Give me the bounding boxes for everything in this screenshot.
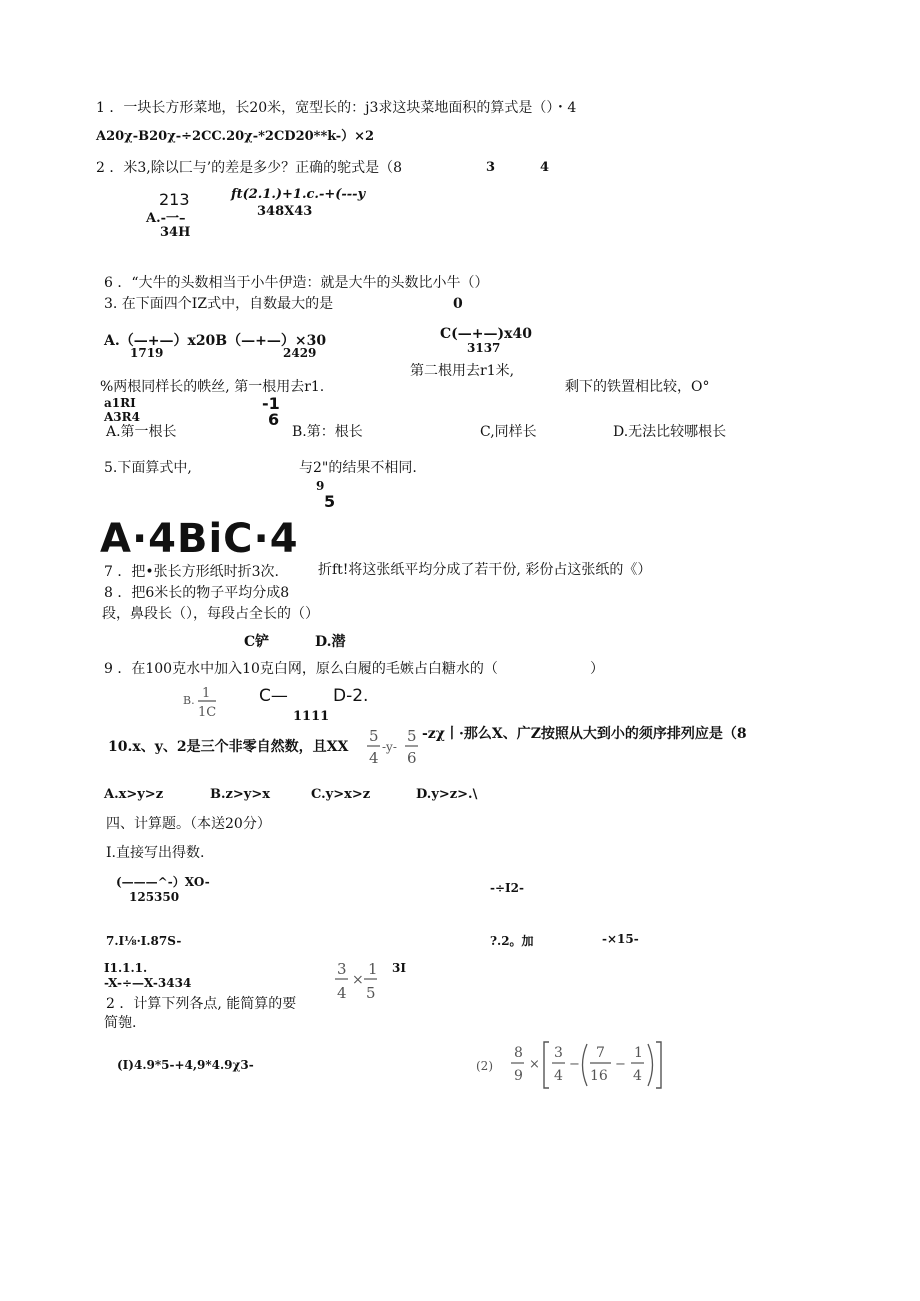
q4-fraction-mid-top: -1 — [262, 394, 280, 413]
calc-7-operator: × — [352, 972, 364, 988]
calc-7-b-numerator: 1 — [368, 960, 378, 978]
calc-1-top: (———^-）XO- — [116, 875, 210, 889]
calc-6-bottom: -X-÷—X-3434 — [104, 976, 192, 990]
q7-stem-left: 7 ．把•张长方形纸时折3次. — [104, 564, 279, 580]
q3-options-ab: A.（—+—）x20B（—+—）×30 — [104, 333, 327, 349]
expression-2-b-numerator: 3 — [554, 1045, 563, 1061]
q9-option-d: D-2. — [333, 686, 369, 706]
calc-7-a-numerator: 3 — [337, 960, 347, 978]
calc-7-tail: 3I — [392, 961, 406, 975]
q5-stem-right: 与2"的结果不相同. — [299, 460, 417, 476]
q4-fraction-left-top: a1RI — [104, 396, 136, 410]
q2-number-3: 3 — [486, 160, 496, 175]
q9-option-b-fraction — [182, 684, 224, 720]
q10-fraction-middle: -y- — [382, 740, 397, 754]
q7-stem-right: 折ft!将这张纸平均分成了若干份, 彩份占这张纸的《） — [318, 562, 652, 578]
q6-stem: 6 ．“大牛的头数相当于小牛伊造：就是大牛的头数比小牛（） — [104, 275, 489, 291]
expression-2-right-bracket — [656, 1042, 661, 1088]
q4-stem-right: 剩下的铁置相比较，O° — [565, 379, 710, 395]
q9-option-b-label: B. — [183, 694, 195, 707]
expression-2-right-paren — [648, 1044, 653, 1086]
calc-5: -×15- — [602, 932, 639, 946]
q2-clipped-text — [160, 225, 200, 240]
q4-fraction-mid-bottom: 6 — [268, 410, 280, 429]
q1-stem: 1 ．一块长方形菜地，长20米，宽型长的：j3求这块菜地面积的算式是（）・4 — [96, 100, 577, 116]
q4-option-c: C,同样长 — [480, 424, 537, 440]
q10-option-d: D.y>z>.\ — [416, 787, 478, 802]
calc-1-bottom: 125350 — [129, 890, 180, 904]
q2-fraction-213: 213 — [159, 190, 190, 209]
q5-fraction-bottom: 5 — [324, 492, 336, 511]
q2-expression-348: 348X43 — [257, 204, 313, 219]
expression-1: (I)4.9*5-+4,9*4.9χ3- — [117, 1058, 254, 1072]
expression-2-times: × — [529, 1057, 540, 1072]
q2-fragment-34h: 34H — [160, 225, 191, 240]
q9-denominators: 1111 — [293, 709, 330, 724]
q10-option-c: C.y>x>z — [311, 787, 371, 802]
calc-4: ?.2。加 — [490, 934, 534, 948]
q10-fraction-2-denominator: 6 — [407, 749, 417, 767]
q10-stem-left: 10.x、y、2是三个非零自然数，且XX — [108, 739, 349, 755]
expression-2-a-denominator: 9 — [514, 1068, 523, 1084]
q10-stem-right: -zχ丨·那么X、广Z按照从大到小的须序排列应是（8 — [422, 726, 747, 742]
section4-subheading-2-line-1: 2 ．计算下列各点, 能简算的要 — [106, 996, 297, 1012]
q10-option-a: A.x>y>z — [104, 787, 164, 802]
q4-option-b: B.第：根长 — [292, 424, 363, 440]
expression-2-left-bracket — [544, 1042, 549, 1088]
q3-denominator-a: 1719 — [130, 346, 164, 360]
q2-stem: 2 ．米3,除以匚与’的差是多少？正确的鸵式是（8 — [96, 160, 403, 176]
q3-answer-paren: 0 — [453, 296, 463, 312]
expression-2-d-denominator: 4 — [633, 1068, 642, 1084]
expression-2-b-denominator: 4 — [554, 1068, 563, 1084]
section4-subheading-2-line-2: 简匏. — [104, 1015, 137, 1031]
q5-options: A·4BiC·4 — [100, 516, 299, 562]
expression-2 — [474, 1038, 666, 1094]
q4-stem-left: %两根同样长的帙丝, 第一根用去r1. — [100, 379, 325, 395]
q8-option-d: D.潜 — [315, 634, 346, 650]
section4-subheading-1: I.直接写出得数. — [106, 845, 205, 861]
q10-fraction-1-numerator: 5 — [369, 727, 379, 745]
q9-option-b-denominator: 1C — [198, 705, 217, 720]
q1-options: A20χ-B20χ-÷2CC.20χ-*2CD20**k-）×2 — [96, 129, 375, 144]
q2-option-a: A.-一– — [146, 211, 186, 226]
q3-denominator-b: 2429 — [283, 346, 317, 360]
calc-7-fraction-expression — [333, 958, 379, 1006]
expression-2-d-numerator: 1 — [634, 1045, 643, 1061]
q10-fraction-expression — [366, 725, 422, 771]
q9-option-b-numerator: 1 — [202, 686, 211, 701]
calc-6-top: I1.1.1. — [104, 961, 148, 975]
expression-2-c-denominator: 16 — [590, 1068, 608, 1084]
calc-7-b-denominator: 5 — [366, 984, 376, 1002]
q8-line-2: 段，鼻段长（），每段占全长的（） — [102, 606, 319, 622]
q10-option-b: B.z>y>x — [210, 787, 270, 802]
q9-stem: 9 ．在100克水中加入10克白网，原么白履的毛嫉占白糖水的（ — [104, 661, 498, 677]
q4-option-a: A.第一根长 — [106, 424, 177, 440]
q8-line-1: 8 ．把6米长的物子平均分成8 — [104, 585, 290, 601]
calc-3: 7.I⅛·I.87S- — [106, 934, 182, 948]
expression-2-label: (2) — [476, 1059, 493, 1073]
q2-number-4: 4 — [540, 160, 550, 175]
q4-option-d: D.无法比较哪根长 — [613, 424, 727, 440]
section4-title: 四、计算题。（本送20分） — [106, 816, 271, 832]
q8-option-c: C铲 — [244, 634, 270, 650]
expression-2-a-numerator: 8 — [514, 1045, 523, 1061]
calc-7-a-denominator: 4 — [337, 984, 347, 1002]
q5-stem-left: 5.下面算式中, — [104, 460, 192, 476]
q3-denominator-c: 3137 — [467, 341, 501, 355]
q9-option-c: C— — [259, 686, 288, 706]
q4-fraction-left-bottom: A3R4 — [104, 410, 140, 424]
expression-2-left-paren — [583, 1044, 588, 1086]
q5-fraction-top: 9 — [316, 479, 325, 493]
q9-paren-close: ） — [590, 661, 604, 677]
q3-option-c: C(—+—)x40 — [440, 326, 532, 342]
expression-2-minus: − — [569, 1057, 580, 1072]
q3-stem: 3. 在下面四个IZ式中，自数最大的是 — [104, 296, 334, 312]
q10-fraction-2-numerator: 5 — [407, 727, 417, 745]
q4-stem-middle: 第二根用去r1米, — [410, 363, 515, 379]
calc-2: -÷I2- — [490, 881, 524, 895]
expression-2-minus-2: − — [615, 1057, 626, 1072]
q2-expression-ft: ft(2.1.)+1.c.-+(---y — [231, 187, 366, 202]
q10-fraction-1-denominator: 4 — [369, 749, 379, 767]
expression-2-c-numerator: 7 — [596, 1045, 605, 1061]
